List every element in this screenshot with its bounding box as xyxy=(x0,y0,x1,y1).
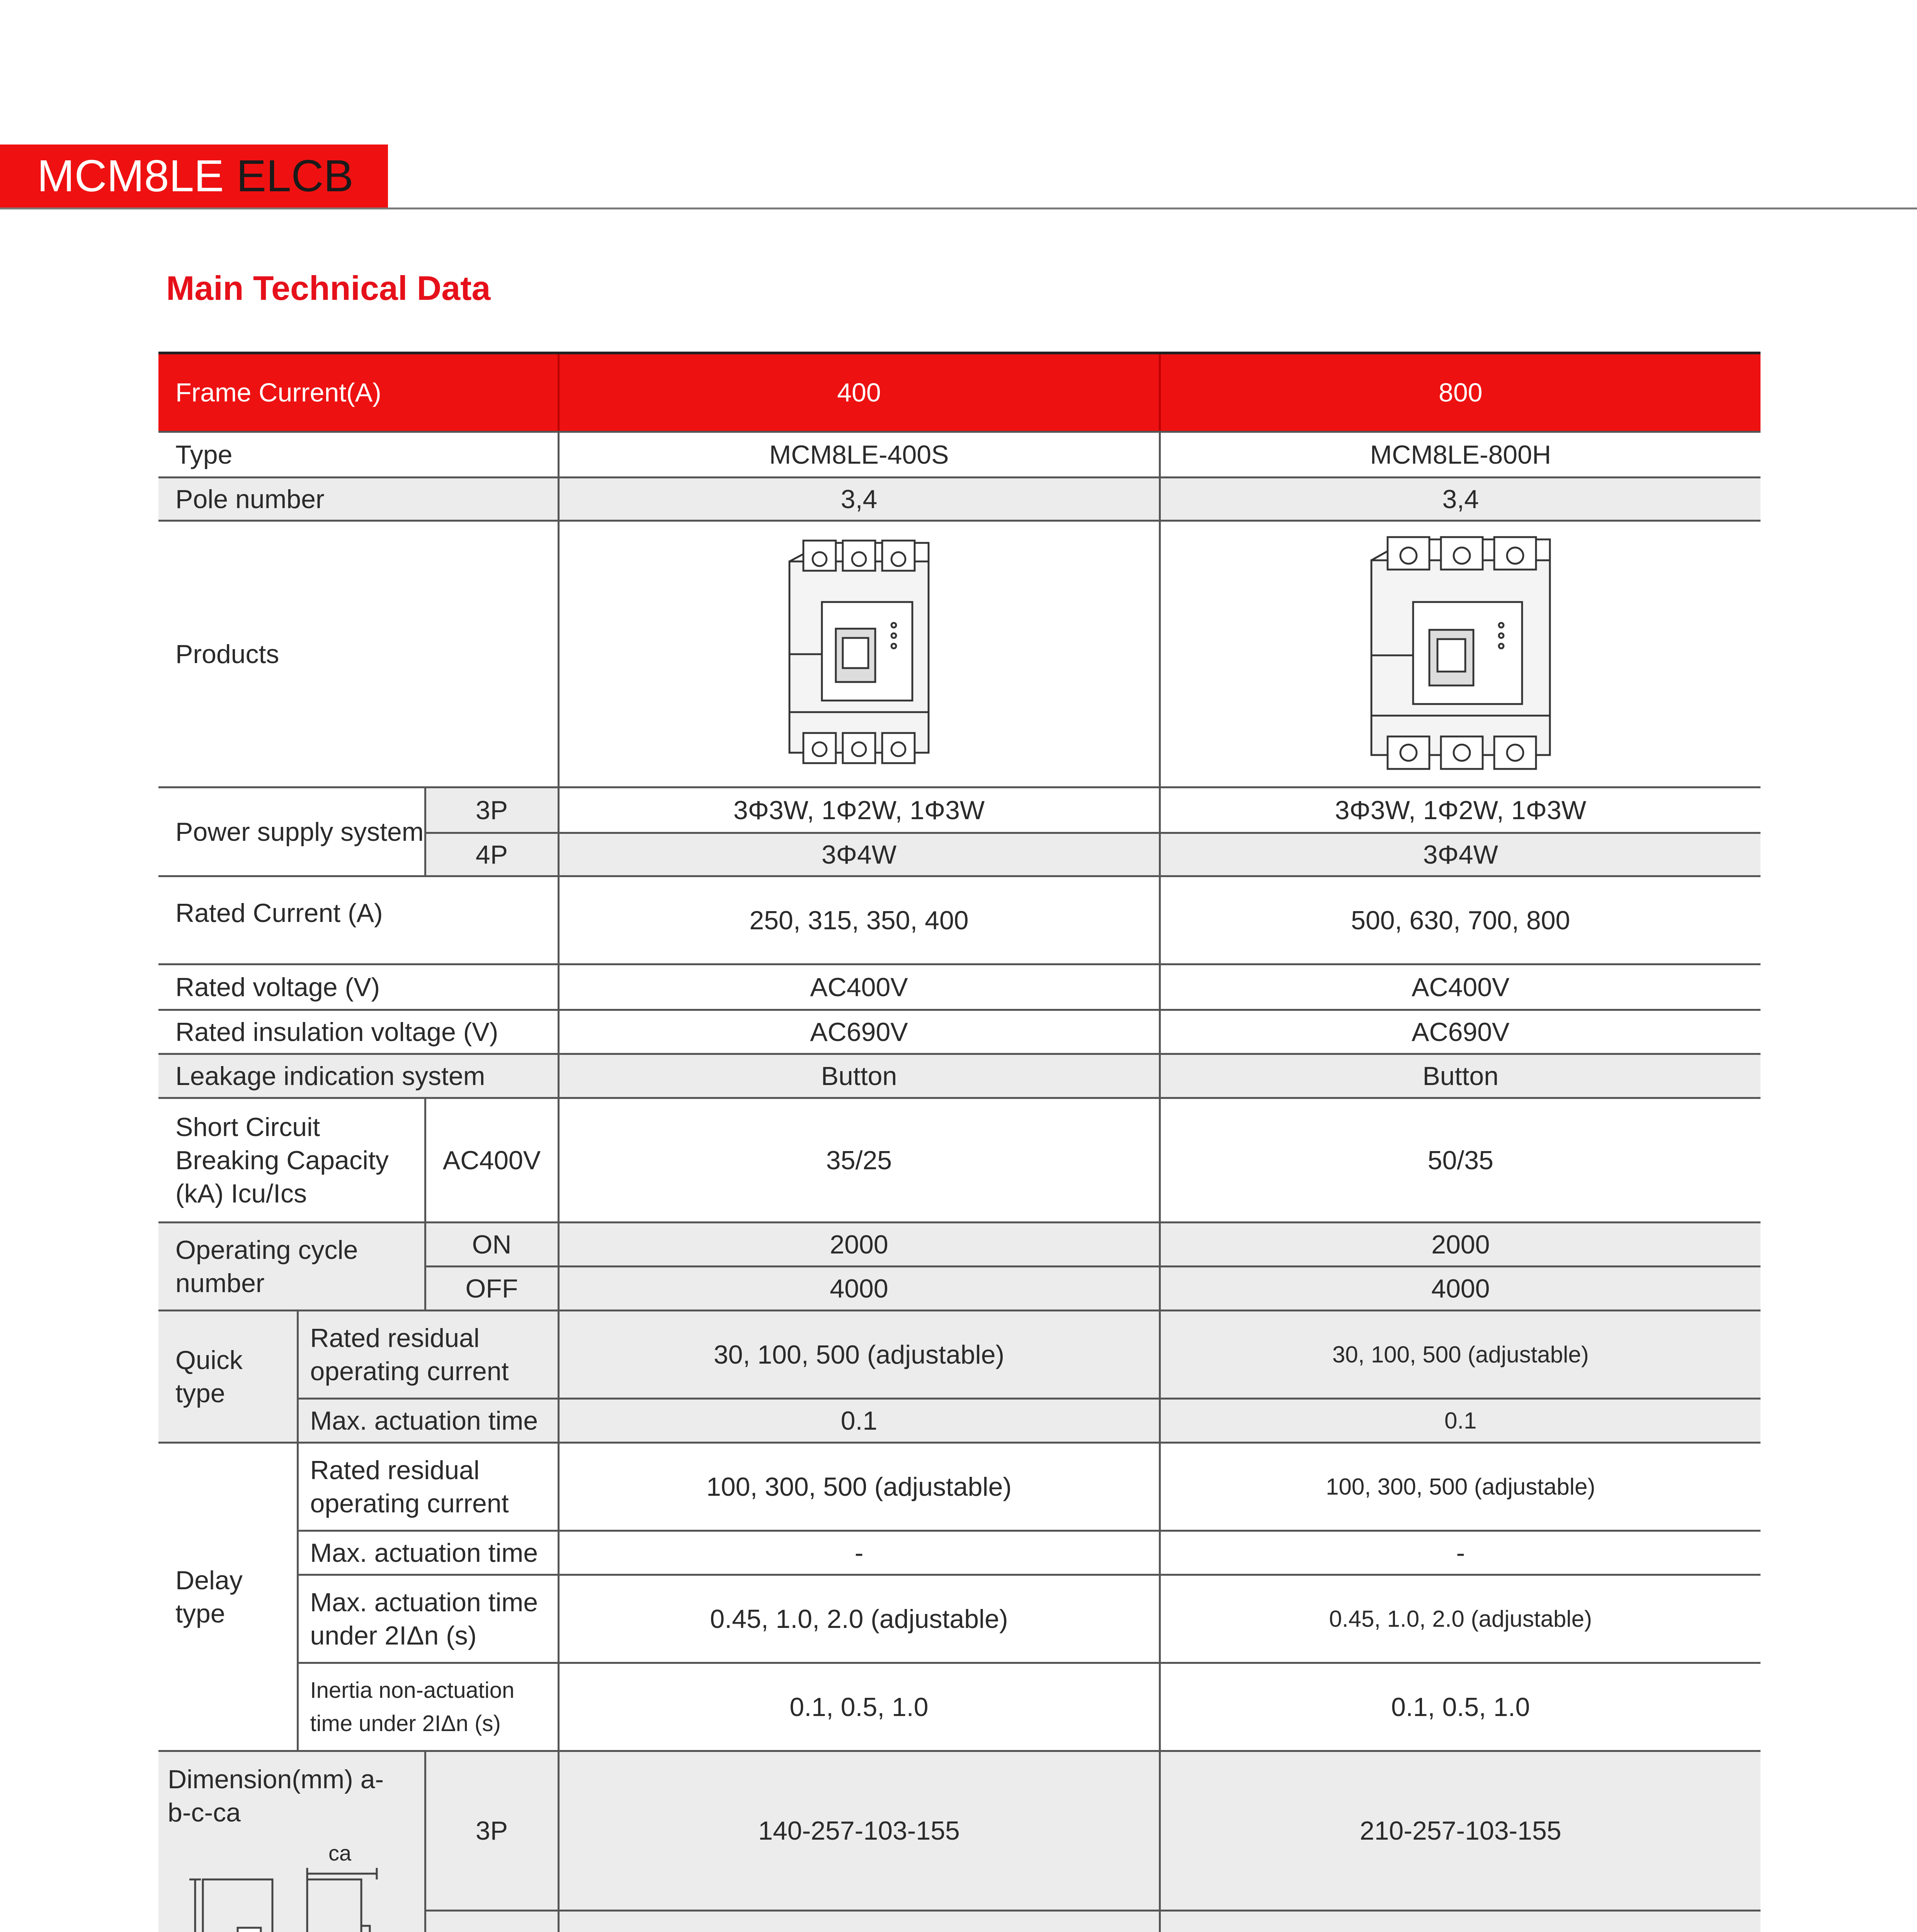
table-row xyxy=(158,353,1761,432)
pole-400: 3,4 xyxy=(558,478,1160,521)
operating-cycle-label: Operating cycle number xyxy=(158,1223,425,1311)
table-row xyxy=(158,1399,1761,1443)
delay-max-time-21-label: Max. actuation time under 2IΔn (s) xyxy=(298,1575,558,1663)
pole-number-label: Pole number xyxy=(158,478,558,521)
short-circuit-800: 50/35 xyxy=(1160,1098,1761,1223)
dimension-3p-label: 3P xyxy=(425,1751,558,1911)
power-3p-label: 3P xyxy=(425,787,558,833)
cycle-on-400: 2000 xyxy=(558,1223,1160,1267)
breaker-800-image xyxy=(1362,534,1559,774)
rated-current-label: Rated Current (A) xyxy=(158,876,558,964)
power-4p-800: 3Φ4W xyxy=(1160,833,1761,876)
table-row xyxy=(158,1531,1761,1575)
products-label: Products xyxy=(158,521,558,787)
table-row xyxy=(158,521,1761,787)
delay-residual-800: 100, 300, 500 (adjustable) xyxy=(1160,1443,1761,1531)
delay-residual-400: 100, 300, 500 (adjustable) xyxy=(558,1443,1160,1531)
header-title-type: ELCB xyxy=(224,151,354,201)
breaker-400-image xyxy=(778,538,940,770)
quick-residual-800: 30, 100, 500 (adjustable) xyxy=(1160,1311,1761,1399)
product-image-800 xyxy=(1160,521,1761,787)
dimension-block xyxy=(158,1752,424,1932)
table-row xyxy=(158,432,1761,478)
dimension-cell xyxy=(158,1751,425,1932)
table-row xyxy=(158,1010,1761,1054)
short-circuit-400: 35/25 xyxy=(558,1098,1160,1223)
product-image-400 xyxy=(558,521,1160,787)
rated-voltage-800: AC400V xyxy=(1160,964,1761,1010)
cycle-off-800: 4000 xyxy=(1160,1267,1761,1311)
power-4p-400: 3Φ4W xyxy=(558,833,1160,876)
type-800: MCM8LE-800H xyxy=(1160,432,1761,478)
rated-voltage-label: Rated voltage (V) xyxy=(158,964,558,1010)
quick-max-time-400: 0.1 xyxy=(558,1399,1160,1443)
delay-max-time-21-400: 0.45, 1.0, 2.0 (adjustable) xyxy=(558,1575,1160,1663)
table-row xyxy=(158,1575,1761,1663)
insulation-voltage-800: AC690V xyxy=(1160,1010,1761,1054)
rated-voltage-400: AC400V xyxy=(558,964,1160,1010)
short-circuit-label: Short Circuit Breaking Capacity (kA) Icu/Ics xyxy=(158,1098,425,1223)
cycle-off-400: 4000 xyxy=(558,1267,1160,1311)
rated-current-800: 500, 630, 700, 800 xyxy=(1160,876,1761,964)
delay-max-time-800: - xyxy=(1160,1531,1761,1575)
table-row xyxy=(158,1751,1761,1911)
type-label: Type xyxy=(158,432,558,478)
frame-current-label: Frame Current(A) xyxy=(158,353,558,432)
type-400: MCM8LE-400S xyxy=(558,432,1160,478)
delay-max-time-label: Max. actuation time xyxy=(298,1531,558,1575)
pole-800: 3,4 xyxy=(1160,478,1761,521)
table-row xyxy=(158,478,1761,521)
power-3p-800: 3Φ3W, 1Φ2W, 1Φ3W xyxy=(1160,787,1761,833)
table-row xyxy=(158,1663,1761,1751)
table-row xyxy=(158,1223,1761,1267)
rated-current-400: 250, 315, 350, 400 xyxy=(558,876,1160,964)
dimension-diagram xyxy=(158,1752,425,1932)
quick-residual-label: Rated residual operating current xyxy=(298,1311,558,1399)
inertia-label: Inertia non-actuation time under 2IΔn (s) xyxy=(298,1663,558,1751)
dimension-3p-800: 210-257-103-155 xyxy=(1160,1751,1761,1911)
table-row xyxy=(158,1311,1761,1399)
dimension-4p-label xyxy=(425,1910,558,1932)
delay-max-time-400: - xyxy=(558,1531,1160,1575)
table-row xyxy=(158,1098,1761,1223)
quick-residual-400: 30, 100, 500 (adjustable) xyxy=(558,1311,1160,1399)
leakage-indication-800: Button xyxy=(1160,1054,1761,1098)
technical-data-table xyxy=(158,352,1761,1932)
delay-max-time-21-800: 0.45, 1.0, 2.0 (adjustable) xyxy=(1160,1575,1761,1663)
dimension-label: Dimension(mm) a-b-c-ca xyxy=(168,1765,384,1827)
frame-400: 400 xyxy=(558,353,1160,432)
insulation-voltage-400: AC690V xyxy=(558,1010,1160,1054)
table-row xyxy=(158,1054,1761,1098)
dimension-ca-label: ca xyxy=(328,1841,352,1865)
table-row xyxy=(158,1443,1761,1531)
frame-800: 800 xyxy=(1160,353,1761,432)
insulation-voltage-label: Rated insulation voltage (V) xyxy=(158,1010,558,1054)
cycle-off-label: OFF xyxy=(425,1267,558,1311)
table-row xyxy=(158,876,1761,964)
dimension-4p-400 xyxy=(558,1910,1160,1932)
header-divider xyxy=(0,207,1917,209)
delay-type-label: Delay type xyxy=(158,1443,298,1751)
quick-max-time-label: Max. actuation time xyxy=(298,1399,558,1443)
table-row xyxy=(158,787,1761,833)
quick-type-label: Quick type xyxy=(158,1311,298,1443)
leakage-indication-label: Leakage indication system xyxy=(158,1054,558,1098)
power-4p-label: 4P xyxy=(425,833,558,876)
inertia-800: 0.1, 0.5, 1.0 xyxy=(1160,1663,1761,1751)
power-supply-label: Power supply system xyxy=(158,787,425,876)
section-title: Main Technical Data xyxy=(166,269,491,307)
page-header-title xyxy=(37,149,354,203)
header-title-model: MCM8LE xyxy=(37,151,224,201)
quick-max-time-800: 0.1 xyxy=(1160,1399,1761,1443)
power-3p-400: 3Φ3W, 1Φ2W, 1Φ3W xyxy=(558,787,1160,833)
dimension-3p-400: 140-257-103-155 xyxy=(558,1751,1160,1911)
table-row xyxy=(158,964,1761,1010)
short-circuit-voltage: AC400V xyxy=(425,1098,558,1223)
cycle-on-label: ON xyxy=(425,1223,558,1267)
delay-residual-label: Rated residual operating current xyxy=(298,1443,558,1531)
inertia-400: 0.1, 0.5, 1.0 xyxy=(558,1663,1160,1751)
dimension-4p-800 xyxy=(1160,1910,1761,1932)
cycle-on-800: 2000 xyxy=(1160,1223,1761,1267)
leakage-indication-400: Button xyxy=(558,1054,1160,1098)
